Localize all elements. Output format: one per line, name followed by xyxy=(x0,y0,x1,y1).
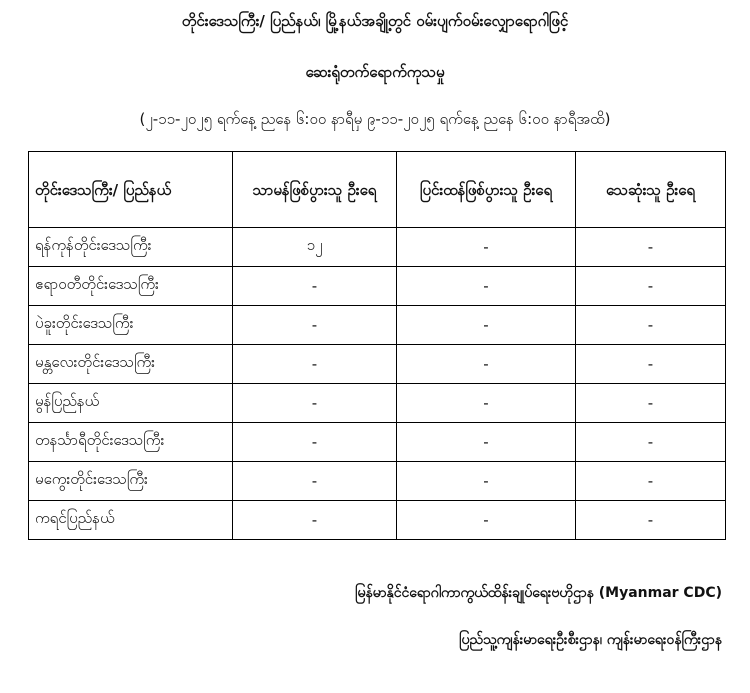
region-cell: တနင်္သာရီတိုင်းဒေသကြီး xyxy=(29,423,233,462)
severe-cases-cell: - xyxy=(397,462,576,501)
region-cell: ရန်ကုန်တိုင်းဒေသကြီး xyxy=(29,228,233,267)
mild-cases-cell: - xyxy=(233,345,397,384)
mild-cases-cell: ၁၂ xyxy=(233,228,397,267)
mild-cases-cell: - xyxy=(233,384,397,423)
severe-cases-cell: - xyxy=(397,501,576,540)
mild-cases-cell: - xyxy=(233,306,397,345)
deaths-cell: - xyxy=(576,228,726,267)
severe-cases-cell: - xyxy=(397,423,576,462)
region-cell: ကရင်ပြည်နယ် xyxy=(29,501,233,540)
issuer-line-1: မြန်မာနိုင်ငံရောဂါကာကွယ်ထိန်းချုပ်ရေးဗဟိုဌာန (Myanmar CDC) xyxy=(355,585,722,601)
header-region: တိုင်းဒေသကြီး/ ပြည်နယ် xyxy=(29,152,233,228)
deaths-cell: - xyxy=(576,384,726,423)
mild-cases-cell: - xyxy=(233,267,397,306)
region-cell: မွန်ပြည်နယ် xyxy=(29,384,233,423)
issuer-line-2: ပြည်သူ့ကျန်းမာရေးဦးစီးဌာန၊ ကျန်းမာရေးဝန်ကြီးဌာန xyxy=(459,632,722,648)
severe-cases-cell: - xyxy=(397,228,576,267)
severe-cases-cell: - xyxy=(397,267,576,306)
table-row xyxy=(29,228,726,267)
table-header-row xyxy=(29,152,726,228)
header-severe-cases: ပြင်းထန်ဖြစ်ပွားသူ ဦးရေ xyxy=(397,152,576,228)
region-cell: မကွေးတိုင်းဒေသကြီး xyxy=(29,462,233,501)
severe-cases-cell: - xyxy=(397,384,576,423)
table-row xyxy=(29,345,726,384)
severe-cases-cell: - xyxy=(397,306,576,345)
table-row xyxy=(29,384,726,423)
date-range: (၂-၁၁-၂၀၂၅ ရက်နေ့ ညနေ ၆:၀၀ နာရီမှ ၉-၁၁-၂၀၂၅ ရက်နေ့ ညနေ ၆:၀၀ နာရီအထိ) xyxy=(139,110,611,128)
table-row xyxy=(29,306,726,345)
region-cell: ဧရာဝတီတိုင်းဒေသကြီး xyxy=(29,267,233,306)
header-deaths: သေဆုံးသူ ဦးရေ xyxy=(576,152,726,228)
report-title-line2: ဆေးရုံတက်ရောက်ကုသမှု xyxy=(305,63,445,81)
region-cell: မန္တလေးတိုင်းဒေသကြီး xyxy=(29,345,233,384)
table-row xyxy=(29,423,726,462)
table-row xyxy=(29,501,726,540)
deaths-cell: - xyxy=(576,462,726,501)
header-mild-cases: သာမန်ဖြစ်ပွားသူ ဦးရေ xyxy=(233,152,397,228)
report-title: တိုင်းဒေသကြီး/ ပြည်နယ်၊ မြို့နယ်အချို့တွင် ဝမ်းပျက်ဝမ်းလျှောရောဂါဖြင့် xyxy=(181,12,569,30)
deaths-cell: - xyxy=(576,423,726,462)
region-cell: ပဲခူးတိုင်းဒေသကြီး xyxy=(29,306,233,345)
mild-cases-cell: - xyxy=(233,462,397,501)
deaths-cell: - xyxy=(576,267,726,306)
table-row xyxy=(29,462,726,501)
mild-cases-cell: - xyxy=(233,423,397,462)
severe-cases-cell: - xyxy=(397,345,576,384)
deaths-cell: - xyxy=(576,345,726,384)
table-row xyxy=(29,267,726,306)
cases-table xyxy=(28,151,726,540)
mild-cases-cell: - xyxy=(233,501,397,540)
deaths-cell: - xyxy=(576,306,726,345)
deaths-cell: - xyxy=(576,501,726,540)
